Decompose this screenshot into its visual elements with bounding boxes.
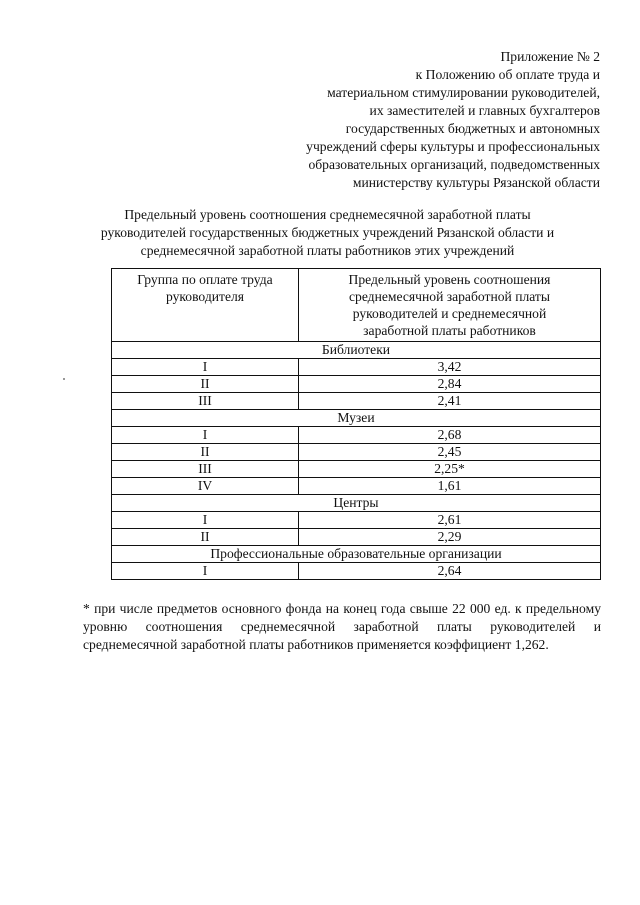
value-cell: 2,25* [299, 461, 601, 478]
group-cell: III [112, 461, 299, 478]
header-group-cell [112, 269, 299, 342]
section-label: Центры [112, 495, 601, 512]
table-row [112, 427, 601, 444]
document-title [40, 206, 615, 260]
value-cell: 3,42 [299, 359, 601, 376]
title-line: Предельный уровень соотношения среднемесячной заработной платы [124, 207, 531, 222]
header-text: среднемесячной заработной платы [348, 289, 551, 304]
value-cell: 1,61 [299, 478, 601, 495]
table-row [112, 529, 601, 546]
title-line: среднемесячной заработной платы работников этих учреждений [140, 243, 515, 258]
group-cell: I [112, 512, 299, 529]
table-row [112, 563, 601, 580]
group-cell: II [112, 376, 299, 393]
header-text: Группа по оплате труда [137, 272, 273, 287]
appendix-line: министерству культуры Рязанской области [352, 175, 600, 190]
appendix-line: их заместителей и главных бухгалтеров [369, 103, 600, 118]
group-cell: IV [112, 478, 299, 495]
section-row [112, 410, 601, 427]
appendix-line: материальном стимулировании руководителей, [327, 85, 600, 100]
appendix-line: учреждений сферы культуры и профессиональных [306, 139, 600, 154]
header-text: руководителей и среднемесячной [352, 306, 547, 321]
header-text: руководителя [165, 289, 245, 304]
section-label: Профессиональные образовательные организации [112, 546, 601, 563]
value-cell: 2,41 [299, 393, 601, 410]
section-label: Библиотеки [112, 342, 601, 359]
group-cell: I [112, 427, 299, 444]
footnote: * при числе предметов основного фонда на конец года свыше 22 000 ед. к предельному уровню соотношения среднемесячной заработной платы руководителей и среднемесячной заработной платы работников применяется коэффициент 1,262. [83, 601, 601, 652]
table-row [112, 444, 601, 461]
appendix-line: Приложение № 2 [500, 49, 600, 64]
appendix-line: к Положению об оплате труда и [415, 67, 600, 82]
ratio-table [111, 268, 601, 580]
appendix-line: образовательных организаций, подведомственных [308, 157, 600, 172]
section-label: Музеи [112, 410, 601, 427]
title-line: руководителей государственных бюджетных учреждений Рязанской области и [100, 225, 555, 240]
group-cell: I [112, 359, 299, 376]
section-row [112, 546, 601, 563]
group-cell: II [112, 529, 299, 546]
table-row [112, 376, 601, 393]
table-row [112, 393, 601, 410]
group-cell: II [112, 444, 299, 461]
value-cell: 2,84 [299, 376, 601, 393]
value-cell: 2,45 [299, 444, 601, 461]
header-text: заработной платы работников [363, 323, 536, 338]
scan-speck [63, 378, 65, 380]
table-row [112, 359, 601, 376]
section-row [112, 342, 601, 359]
table-row [112, 478, 601, 495]
appendix-line: государственных бюджетных и автономных [345, 121, 600, 136]
section-row [112, 495, 601, 512]
group-cell: III [112, 393, 299, 410]
group-cell: I [112, 563, 299, 580]
table-row [112, 512, 601, 529]
value-cell: 2,64 [299, 563, 601, 580]
table-row [112, 461, 601, 478]
table-header-row [112, 269, 601, 342]
value-cell: 2,68 [299, 427, 601, 444]
appendix-header [220, 48, 600, 192]
header-ratio-cell [299, 269, 601, 342]
value-cell: 2,61 [299, 512, 601, 529]
value-cell: 2,29 [299, 529, 601, 546]
header-text: Предельный уровень соотношения [348, 272, 551, 287]
